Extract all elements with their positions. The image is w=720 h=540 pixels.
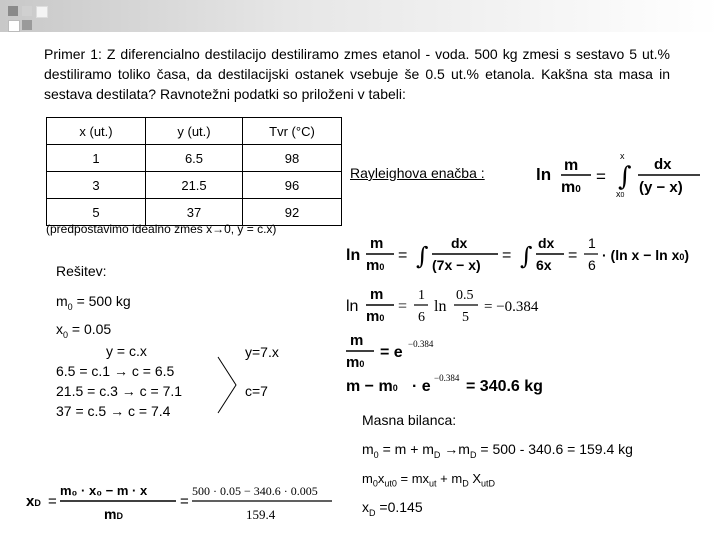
eq3-fd: 6	[418, 310, 425, 325]
table-row	[47, 172, 342, 199]
problem-label: Primer 1:	[44, 46, 102, 62]
table-cell: 6.5	[146, 145, 243, 172]
mass-balance-line: $m_0 = m + m_D \to m_D = 500 - 340.6 = 159.4$ kg	[362, 441, 633, 460]
log-result-equation	[346, 283, 586, 329]
eq1-num: m	[564, 157, 579, 174]
table-cell: 1	[47, 145, 146, 172]
decoration-square	[8, 20, 20, 32]
exponential-equation	[346, 330, 506, 372]
table-cell: 96	[243, 172, 342, 199]
calc-line: 21.5 = c.3 → c = 7.1	[56, 383, 183, 399]
decoration-square	[8, 6, 18, 16]
eq1-lower: x0	[616, 189, 625, 199]
eq3-bd: 5	[462, 310, 469, 325]
xd-num: m₀ · x₀ − m · x	[60, 483, 148, 498]
distillate-fraction-line: $x_D =0.145$	[362, 499, 423, 518]
table-cell: 92	[243, 199, 342, 226]
eq2-int-den2: 6x	[536, 257, 552, 273]
table-cell: 98	[243, 145, 342, 172]
eq2-den: m0	[366, 257, 385, 274]
eq3-fn: 1	[418, 288, 425, 303]
table-row	[47, 145, 342, 172]
eq1-equals: =	[596, 167, 606, 186]
eq1-upper: x	[620, 151, 625, 161]
eq2-equals2: =	[502, 247, 512, 264]
xd-den: mD	[104, 506, 123, 522]
eq2-equals1: =	[398, 247, 408, 264]
eq3-den: m0	[366, 308, 385, 325]
xd-eq2: =	[180, 493, 189, 510]
eq3-num: m	[370, 286, 384, 303]
eq4-num: m	[350, 332, 364, 349]
result-bracket	[216, 355, 246, 415]
table-cell: 5	[47, 199, 146, 226]
eq3-result: = −0.384	[484, 299, 539, 315]
decoration-square	[22, 6, 32, 16]
xd-eq1: =	[48, 493, 57, 510]
eq2-int-num2: dx	[538, 235, 555, 251]
eq2-int-num1: dx	[451, 235, 468, 251]
eq3-bn: 0.5	[456, 288, 474, 303]
eq2-ln: ln	[346, 247, 361, 264]
table-header-t: Tvr (°C)	[243, 118, 342, 145]
calc-line: y = c.x	[106, 343, 147, 359]
xd-lhs: xD	[26, 493, 41, 510]
problem-statement	[44, 44, 670, 104]
eq1-int-num: dx	[654, 156, 672, 173]
eq5-exp: −0.384	[434, 373, 460, 383]
table-header-row	[47, 118, 342, 145]
eq3-lnb: ln	[434, 298, 447, 315]
eq1-den: m0	[561, 179, 581, 196]
eq3-ln: ln	[346, 298, 359, 315]
eq2-integral2: ∫	[520, 242, 533, 270]
eq4-den: m0	[346, 354, 365, 371]
component-balance-line: $m_0x_{ut0} = mx_{ut} + m_D$ $X_{utD}$	[362, 471, 496, 489]
xd-equation	[26, 478, 336, 528]
top-decoration-bar	[0, 0, 720, 32]
calc-line: 37 = c.5 → c = 7.4	[56, 403, 171, 419]
initial-mass: $m_0 = 500$ kg	[56, 293, 131, 312]
table-cell: 37	[146, 199, 243, 226]
eq2-int-den1: (7x − x)	[432, 257, 481, 273]
rayleigh-equation	[536, 150, 716, 200]
eq2-num: m	[370, 235, 384, 252]
calc-line: 6.5 = c.1 → c = 6.5	[56, 363, 175, 379]
mass-balance-heading: Masna bilanca:	[362, 412, 457, 428]
eq2-equals3: =	[568, 247, 578, 264]
eq5-mid: · e	[412, 378, 431, 395]
eq2-frac-den: 6	[588, 257, 596, 273]
assumption-note: (predpostavimo idealno zmes x→0, y = c.x)	[46, 222, 277, 236]
eq5-rhs: = 340.6 kg	[466, 378, 543, 395]
eq5-lhs: m − m0	[346, 378, 398, 395]
initial-fraction: $x_0 = 0.05$	[56, 321, 112, 340]
c-result: c=7	[245, 383, 268, 399]
y-result: y=7.x	[245, 344, 279, 360]
table-cell: 3	[47, 172, 146, 199]
table-header-y: y (ut.)	[146, 118, 243, 145]
mass-result-equation	[346, 372, 586, 398]
eq2-integral1: ∫	[416, 242, 429, 270]
solution-heading: Rešitev:	[56, 263, 107, 279]
eq4-rhs: = e	[380, 344, 403, 361]
eq4-exp: −0.384	[408, 339, 434, 349]
eq1-int-den: (y − x)	[639, 179, 683, 196]
table-header-x: x (ut.)	[47, 118, 146, 145]
equilibrium-table	[46, 117, 342, 226]
eq1-ln: ln	[536, 165, 552, 184]
problem-text: Z diferencialno destilacijo destiliramo zmes etanol - voda. 500 kg zmesi s sestavo 5 ut.% destiliramo toliko časa, da destilacijski ostanek vsebuje še 0.5 ut.% etanola. Kakšna sta masa in sestava destilata? Ravnotežni podatki so priloženi v tabeli:	[44, 46, 670, 102]
decoration-square	[22, 20, 32, 30]
eq2-tail: · (ln x − ln x0)	[602, 247, 690, 263]
decoration-square	[36, 6, 48, 18]
table-cell: 21.5	[146, 172, 243, 199]
substituted-equation	[346, 230, 716, 280]
eq2-frac-num: 1	[588, 235, 596, 251]
eq1-integral: ∫	[618, 162, 632, 192]
xd-num2: 500 · 0.05 − 340.6 · 0.005	[192, 484, 318, 498]
rayleigh-label: Rayleighova enačba :	[350, 165, 485, 181]
eq3-equals: =	[398, 298, 408, 315]
xd-den2: 159.4	[246, 507, 276, 522]
